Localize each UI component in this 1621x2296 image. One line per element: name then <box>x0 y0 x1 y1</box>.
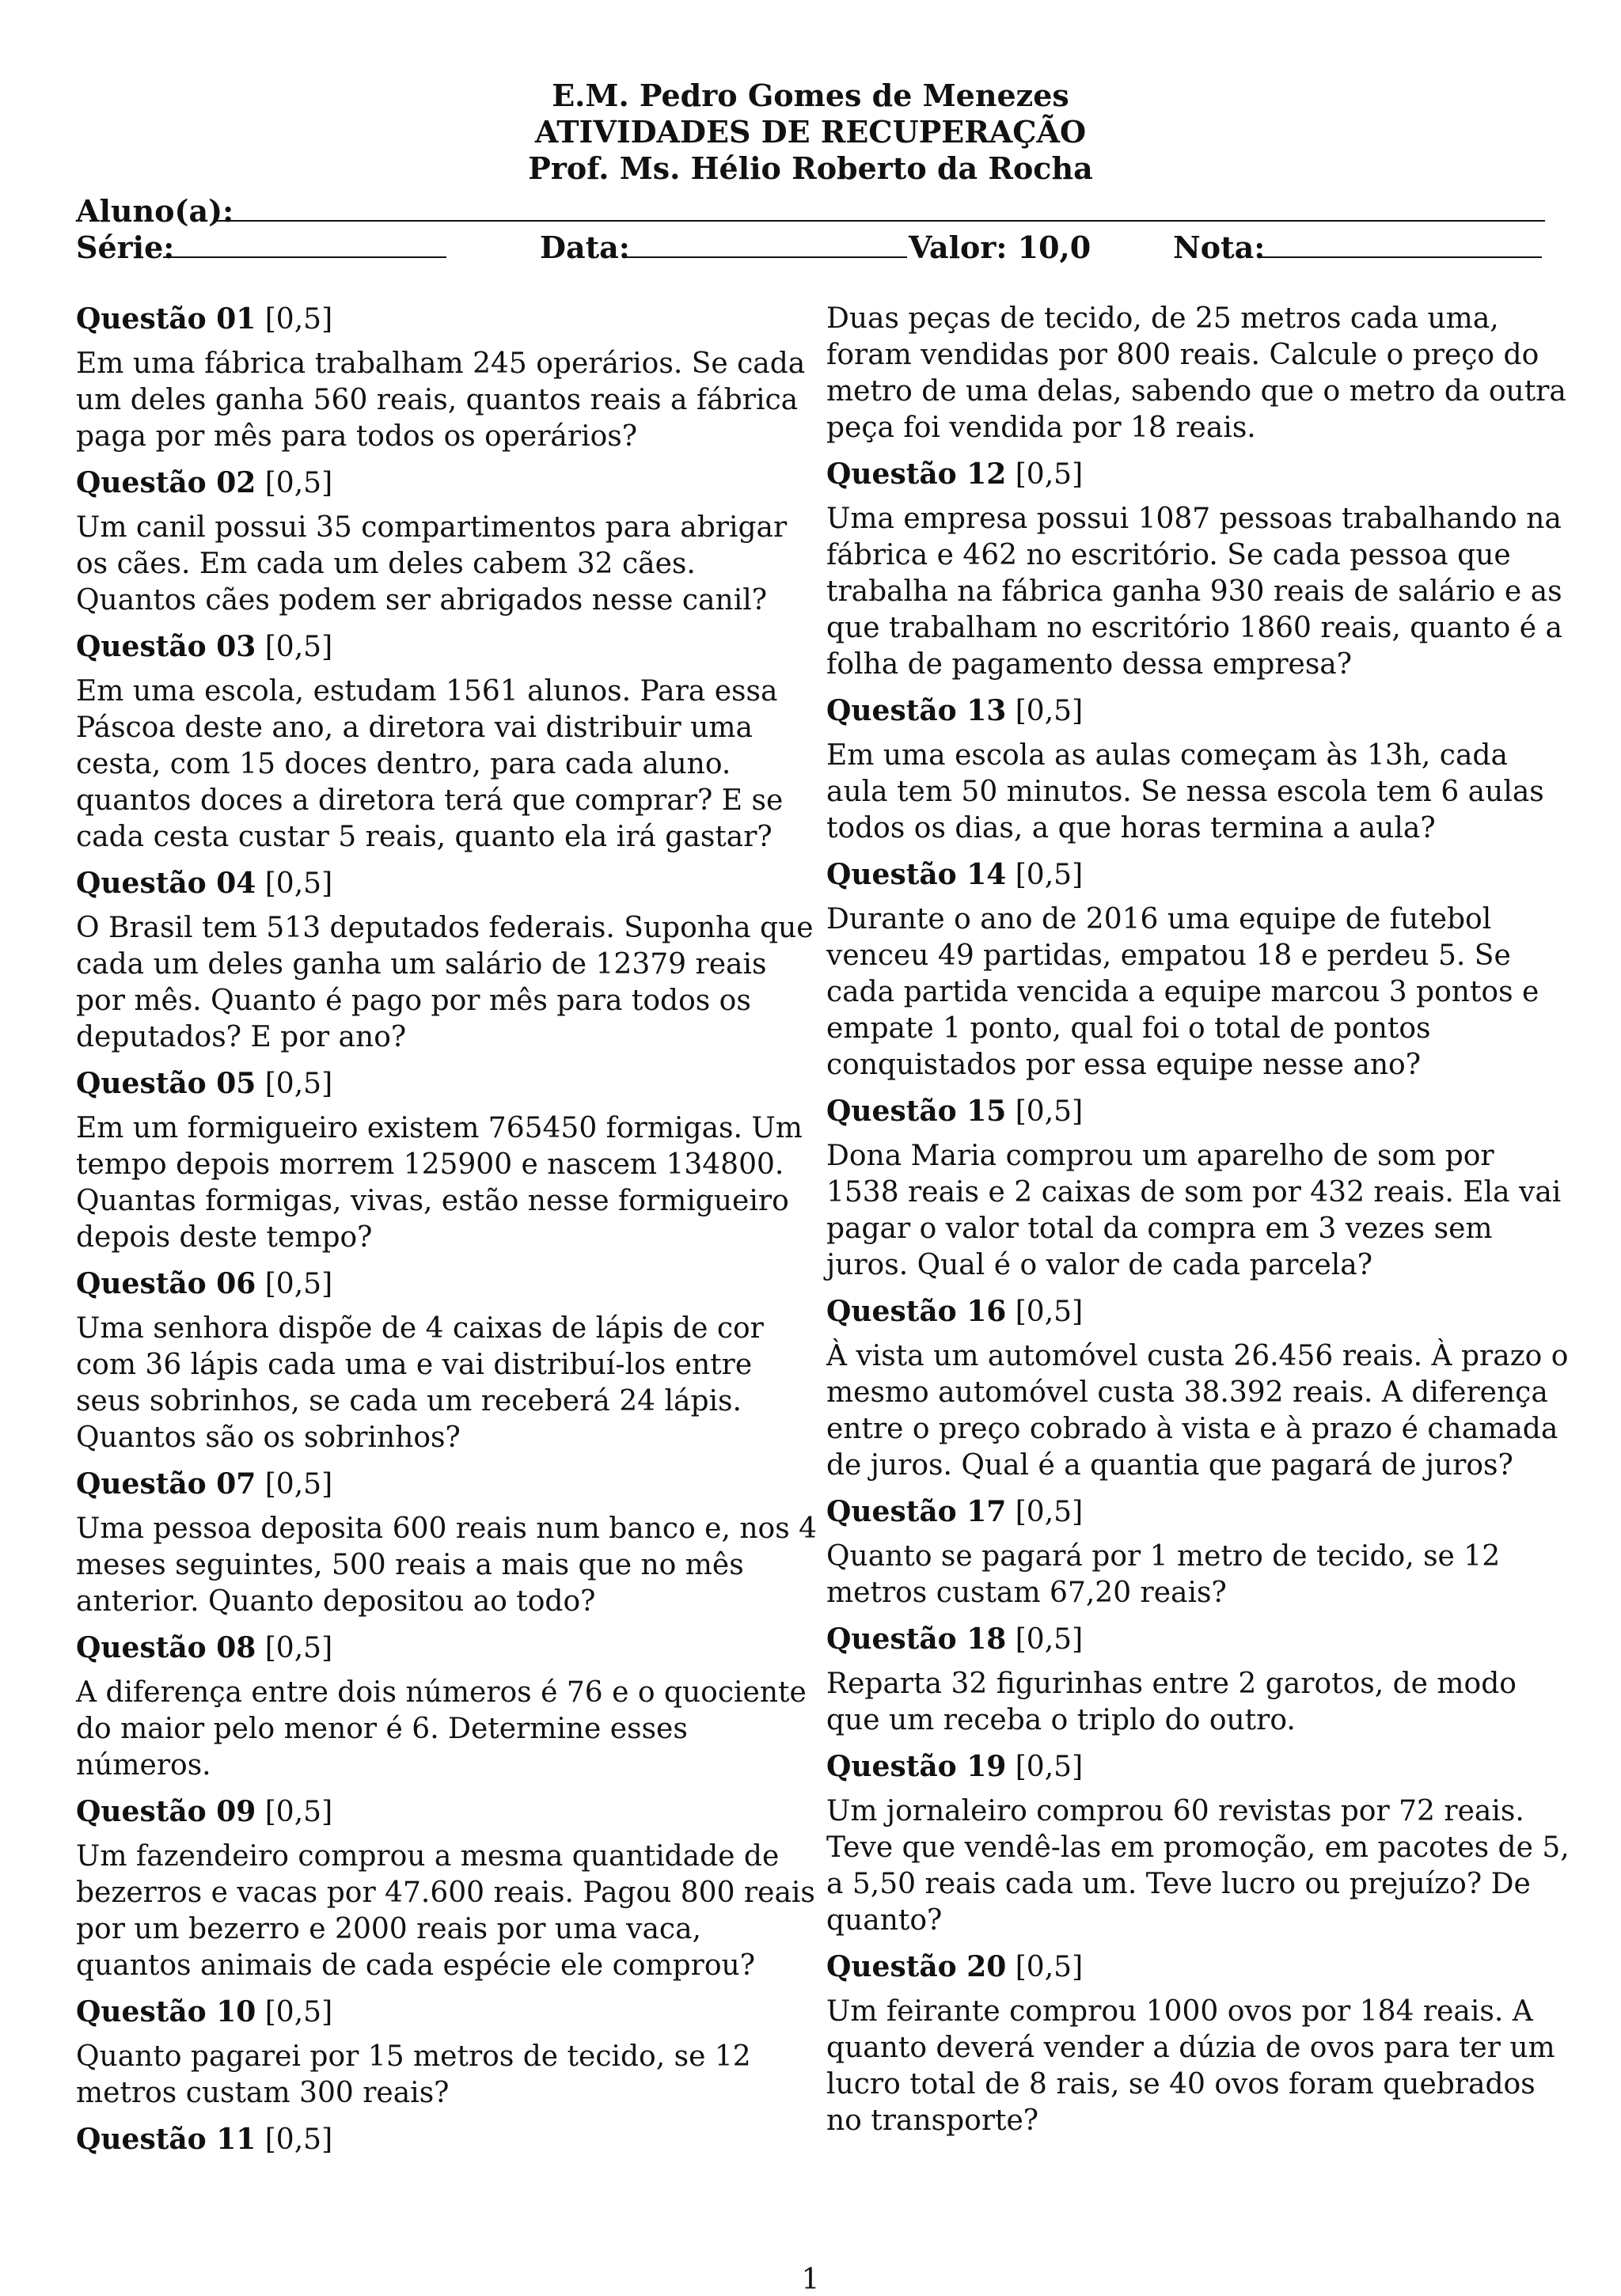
school-name: E.M. Pedro Gomes de Menezes <box>552 78 1069 113</box>
question-number: Questão 03 <box>76 630 256 663</box>
question-text: Uma pessoa deposita 600 reais num banco e, nos 4 meses seguintes, 500 reais a mais que no mês anterior. Quanto depositou ao todo? <box>76 1512 818 1618</box>
question-points: [0,5] <box>1015 859 1084 891</box>
question-heading <box>826 693 1570 730</box>
question-heading <box>826 1949 1570 1986</box>
question-heading <box>826 456 1570 493</box>
question-number: Questão 07 <box>76 1467 256 1501</box>
question-points: [0,5] <box>264 1468 333 1501</box>
question-points: [0,5] <box>264 867 333 900</box>
question <box>76 1793 820 1984</box>
question-text: À vista um automóvel custa 26.456 reais. À prazo o mesmo automóvel custa 38.392 reais. A diferença entre o preço cobrado à vista e à prazo é chamada de juros. Qual é a quantia que pagará de juros? <box>826 1340 1569 1482</box>
aluno-label: Aluno(a): <box>76 193 234 229</box>
question-points: [0,5] <box>1015 695 1084 727</box>
question <box>76 628 820 856</box>
question-text: Em um formigueiro existem 765450 formigas. Um tempo depois morrem 125900 e nascem 134800. Quantas formigas, vivas, estão nesse formigueiro depois deste tempo? <box>76 1112 803 1254</box>
question <box>76 1630 820 1784</box>
question-heading <box>826 856 1570 894</box>
question <box>826 1949 1570 2139</box>
question-heading <box>76 2121 820 2158</box>
question-number: Questão 08 <box>76 1631 256 1664</box>
question-heading <box>76 465 820 502</box>
question <box>76 2121 820 2158</box>
question-number: Questão 15 <box>826 1095 1007 1128</box>
question-points: [0,5] <box>1015 1296 1084 1328</box>
question-heading <box>826 1748 1570 1786</box>
question <box>826 1493 1570 1611</box>
question-points: [0,5] <box>264 1796 333 1828</box>
question-number: Questão 12 <box>826 457 1007 491</box>
question-heading <box>76 301 820 338</box>
question-number: Questão 01 <box>76 302 256 336</box>
question-points: [0,5] <box>1015 1751 1084 1783</box>
nota-label: Nota: <box>1173 230 1266 265</box>
question <box>826 1293 1570 1484</box>
question-points: [0,5] <box>264 303 333 336</box>
question-text: Em uma escola as aulas começam às 13h, cada aula tem 50 minutos. Se nessa escola tem 6 aulas todos os dias, a que horas termina a aula? <box>826 739 1544 844</box>
question <box>826 1093 1570 1284</box>
question-text: Durante o ano de 2016 uma equipe de futebol venceu 49 partidas, empatou 18 e perdeu 5. Se cada partida vencida a equipe marcou 3 pontos e empate 1 ponto, qual foi o total de pontos conquistados por essa equipe nesse ano? <box>826 903 1539 1081</box>
question-number: Questão 16 <box>826 1295 1007 1328</box>
question-text: Uma senhora dispõe de 4 caixas de lápis de cor com 36 lápis cada uma e vai distribuí-los entre seus sobrinhos, se cada um receberá 24 lápis. Quantos são os sobrinhos? <box>76 1312 764 1454</box>
question-number: Questão 14 <box>826 858 1007 891</box>
aluno-field[interactable] <box>215 220 1545 222</box>
question-text: Em uma escola, estudam 1561 alunos. Para essa Páscoa deste ano, a diretora vai distribuir uma cesta, com 15 doces dentro, para cada aluno. quantos doces a diretora terá que comprar? E se cada cesta custar 5 reais, quanto ela irá gastar? <box>76 675 784 853</box>
question-heading <box>826 1093 1570 1130</box>
question-text: Quanto se pagará por 1 metro de tecido, se 12 metros custam 67,20 reais? <box>826 1540 1501 1609</box>
question-number: Questão 04 <box>76 867 256 900</box>
question <box>76 1466 820 1620</box>
question-number: Questão 06 <box>76 1267 256 1300</box>
question-heading <box>826 1293 1570 1330</box>
question-heading <box>76 1630 820 1667</box>
question-number: Questão 19 <box>826 1750 1007 1783</box>
question-text: O Brasil tem 513 deputados federais. Suponha que cada um deles ganha um salário de 12379 reais por mês. Quanto é pago por mês para todos os deputados? E por ano? <box>76 912 814 1053</box>
question-points: [0,5] <box>264 467 333 499</box>
serie-field[interactable] <box>163 256 446 258</box>
question-text: Um feirante comprou 1000 ovos por 184 reais. A quanto deverá vender a dúzia de ovos para ter um lucro total de 8 rais, se 40 ovos foram quebrados no transporte? <box>826 1995 1555 2137</box>
question-points: [0,5] <box>264 2123 333 2156</box>
data-field[interactable] <box>624 256 907 258</box>
question-heading <box>76 1466 820 1503</box>
serie-label: Série: <box>76 230 175 265</box>
question-continued <box>826 301 1570 446</box>
question-number: Questão 13 <box>826 694 1007 727</box>
question-points: [0,5] <box>264 631 333 663</box>
question-points: [0,5] <box>1015 1623 1084 1656</box>
question-heading <box>76 1266 820 1303</box>
question-number: Questão 20 <box>826 1950 1007 1983</box>
question-text: Um canil possui 35 compartimentos para abrigar os cães. Em cada um deles cabem 32 cães. Quantos cães podem ser abrigados nesse canil? <box>76 511 788 617</box>
question <box>76 1065 820 1256</box>
question-number: Questão 18 <box>826 1622 1007 1656</box>
question-points: [0,5] <box>264 1068 333 1100</box>
question-number: Questão 10 <box>76 1995 256 2028</box>
question-number: Questão 17 <box>826 1495 1007 1528</box>
document-title: ATIVIDADES DE RECUPERAÇÃO <box>534 114 1087 150</box>
question-points: [0,5] <box>1015 1951 1084 1983</box>
question-points: [0,5] <box>264 1996 333 2028</box>
question-text: Reparta 32 figurinhas entre 2 garotos, de modo que um receba o triplo do outro. <box>826 1668 1517 1736</box>
question <box>76 1266 820 1456</box>
page-number: 1 <box>801 2264 820 2296</box>
question <box>76 465 820 619</box>
question <box>826 856 1570 1083</box>
valor-label: Valor: 10,0 <box>909 230 1091 265</box>
page-header <box>0 78 1621 187</box>
question-heading <box>76 1793 820 1831</box>
question-text: Dona Maria comprou um aparelho de som por 1538 reais e 2 caixas de som por 432 reais. Ela vai pagar o valor total da compra em 3 vezes sem juros. Qual é o valor de cada parcela? <box>826 1140 1562 1281</box>
question-text: Uma empresa possui 1087 pessoas trabalhando na fábrica e 462 no escritório. Se cada pessoa que trabalha na fábrica ganha 930 reais de salário e as que trabalham no escritório 1860 reais, quanto é a folha de pagamento dessa empresa? <box>826 503 1562 681</box>
nota-field[interactable] <box>1258 256 1542 258</box>
question <box>826 693 1570 847</box>
question-points: [0,5] <box>1015 458 1084 491</box>
question-heading <box>76 628 820 666</box>
question-points: [0,5] <box>1015 1095 1084 1128</box>
question-number: Questão 02 <box>76 466 256 499</box>
question-number: Questão 11 <box>76 2123 256 2156</box>
question-heading <box>76 1994 820 2031</box>
question-points: [0,5] <box>1015 1496 1084 1528</box>
question-heading <box>76 865 820 902</box>
question-points: [0,5] <box>264 1632 333 1664</box>
question <box>76 1994 820 2112</box>
questions-right-column <box>826 301 1570 2149</box>
question-heading <box>826 1493 1570 1531</box>
teacher-name: Prof. Ms. Hélio Roberto da Rocha <box>528 150 1093 186</box>
question <box>76 301 820 455</box>
question-number: Questão 05 <box>76 1067 256 1100</box>
question <box>76 865 820 1056</box>
question <box>826 1621 1570 1739</box>
question-text: Um fazendeiro comprou a mesma quantidade de bezerros e vacas por 47.600 reais. Pagou 800 reais por um bezerro e 2000 reais por uma vaca, quantos animais de cada espécie ele comprou? <box>76 1840 815 1982</box>
question <box>826 1748 1570 1939</box>
question-text: Quanto pagarei por 15 metros de tecido, se 12 metros custam 300 reais? <box>76 2040 751 2109</box>
question-text: A diferença entre dois números é 76 e o quociente do maior pelo menor é 6. Determine esses números. <box>76 1676 807 1782</box>
question-heading <box>76 1065 820 1102</box>
question-number: Questão 09 <box>76 1795 256 1828</box>
question-text: Um jornaleiro comprou 60 revistas por 72 reais. Teve que vendê-las em promoção, em pacotes de 5, a 5,50 reais cada um. Teve lucro ou prejuízo? De quanto? <box>826 1795 1570 1937</box>
question-heading <box>826 1621 1570 1658</box>
question-text: Duas peças de tecido, de 25 metros cada uma, foram vendidas por 800 reais. Calcule o preço do metro de uma delas, sabendo que o metro da outra peça foi vendida por 18 reais. <box>826 302 1566 444</box>
questions-left-column <box>76 301 820 2168</box>
data-label: Data: <box>540 230 630 265</box>
question-text: Em uma fábrica trabalham 245 operários. Se cada um deles ganha 560 reais, quantos reais a fábrica paga por mês para todos os operários? <box>76 347 806 453</box>
question <box>826 456 1570 683</box>
question-points: [0,5] <box>264 1268 333 1300</box>
